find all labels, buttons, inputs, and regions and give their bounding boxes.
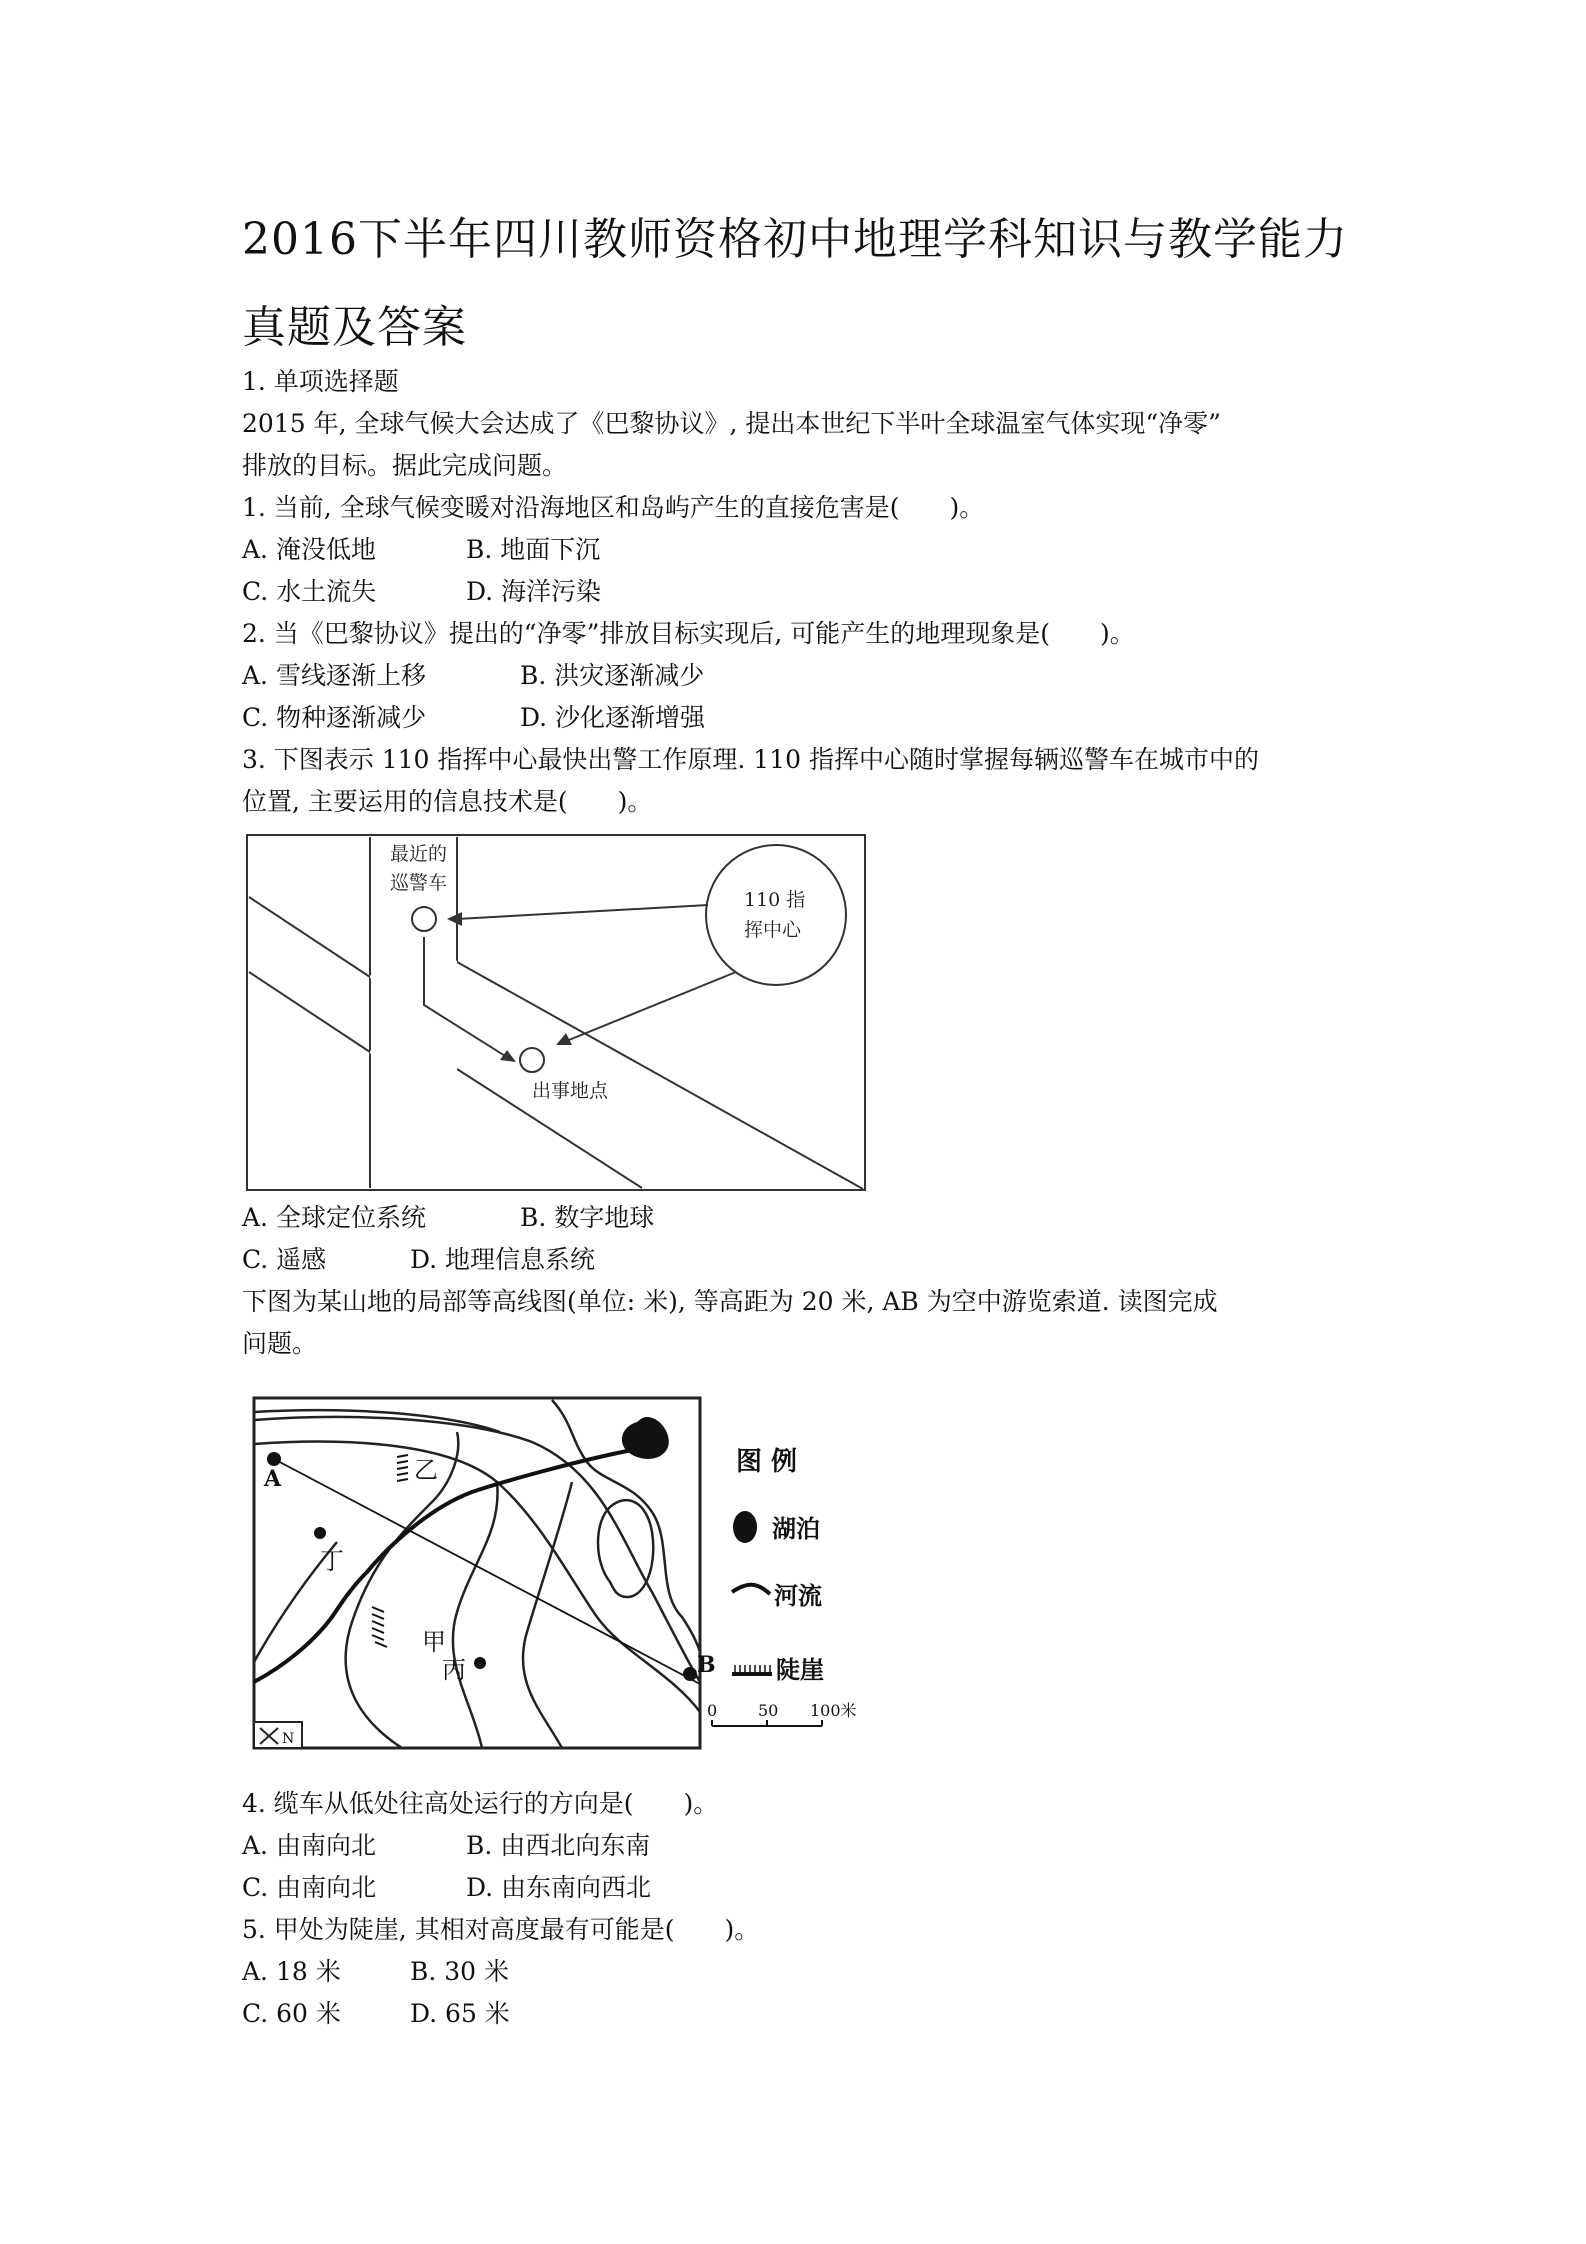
- q3-option-c[interactable]: C. 遥感: [242, 1245, 327, 1274]
- label-yi: 乙: [414, 1456, 438, 1484]
- question-5: 5. 甲处为陡崖, 其相对高度最有可能是( )。: [242, 1915, 760, 1944]
- q2-option-b[interactable]: B. 洪灾逐渐减少: [520, 661, 705, 690]
- q5-option-c[interactable]: C. 60 米: [242, 1999, 341, 2028]
- legend-lake-icon: [733, 1511, 757, 1543]
- scale-label-50: 50: [758, 1701, 779, 1720]
- question-3-line2: 位置, 主要运用的信息技术是( )。: [242, 787, 653, 816]
- point-b-marker: [683, 1667, 697, 1681]
- point-a-marker: [267, 1452, 281, 1466]
- q4-option-c[interactable]: C. 由南向北: [242, 1873, 377, 1902]
- q3-option-d[interactable]: D. 地理信息系统: [410, 1245, 596, 1274]
- intro-text-1b: 排放的目标。据此完成问题。: [242, 451, 568, 480]
- q4-option-d[interactable]: D. 由东南向西北: [466, 1873, 652, 1902]
- legend-cliff-label: 陡崖: [776, 1655, 824, 1684]
- page-title: 2016下半年四川教师资格初中地理学科知识与教学能力真题及答案: [242, 214, 1348, 353]
- q2-option-d[interactable]: D. 沙化逐渐增强: [520, 703, 706, 732]
- question-3-line1: 3. 下图表示 110 指挥中心最快出警工作原理. 110 指挥中心随时掌握每辆巡警车在城市中的: [242, 745, 1259, 774]
- q2-option-a[interactable]: A. 雪线逐渐上移: [242, 661, 426, 690]
- point-bing-marker: [474, 1657, 486, 1669]
- q3-option-a[interactable]: A. 全球定位系统: [242, 1203, 426, 1232]
- patrol-car-label-line2: 巡警车: [390, 872, 448, 894]
- question-1: 1. 当前, 全球气候变暖对沿海地区和岛屿产生的直接危害是( )。: [242, 493, 985, 522]
- label-a: A: [264, 1466, 282, 1492]
- question-2: 2. 当《巴黎协议》提出的“净零”排放目标实现后, 可能产生的地理现象是( )。: [242, 619, 1135, 648]
- question-4: 4. 缆车从低处往高处运行的方向是( )。: [242, 1789, 719, 1818]
- legend-river-label: 河流: [774, 1581, 822, 1610]
- q5-option-a[interactable]: A. 18 米: [242, 1957, 341, 1986]
- north-label: N: [282, 1731, 295, 1747]
- q5-option-d[interactable]: D. 65 米: [410, 1999, 510, 2028]
- command-center-label-line2: 挥中心: [744, 919, 802, 941]
- patrol-car-label-line1: 最近的: [390, 843, 448, 865]
- label-b: B: [697, 1652, 716, 1678]
- scale-label-0: 0: [707, 1701, 718, 1720]
- command-center-label-line1: 110 指: [744, 889, 806, 911]
- q4-option-a[interactable]: A. 由南向北: [242, 1831, 376, 1860]
- label-ding: 丁: [320, 1547, 344, 1575]
- q1-option-d[interactable]: D. 海洋污染: [466, 577, 602, 606]
- q4-option-b[interactable]: B. 由西北向东南: [466, 1831, 651, 1860]
- legend-cliff-icon: [732, 1665, 772, 1676]
- q1-option-c[interactable]: C. 水土流失: [242, 577, 377, 606]
- scale-label-100: 100米: [810, 1701, 857, 1720]
- q1-option-b[interactable]: B. 地面下沉: [466, 535, 601, 564]
- intro-text-2b: 问题。: [242, 1329, 318, 1358]
- legend-river-icon: [732, 1585, 770, 1594]
- dispatch-diagram: [242, 827, 872, 1197]
- intro-text-2: 下图为某山地的局部等高线图(单位: 米), 等高距为 20 米, AB 为空中游览索道. 读图完成: [242, 1287, 1218, 1316]
- legend-lake-label: 湖泊: [772, 1514, 820, 1543]
- north-arrow-icon: [254, 1722, 302, 1748]
- contour-map: [242, 1382, 882, 1757]
- label-jia: 甲: [422, 1628, 446, 1656]
- label-bing: 丙: [442, 1656, 466, 1684]
- legend-title: 图 例: [736, 1447, 798, 1477]
- incident-label: 出事地点: [532, 1080, 609, 1102]
- point-ding-marker: [314, 1527, 326, 1539]
- section-heading: 1. 单项选择题: [242, 367, 399, 396]
- scale-bar: [712, 1720, 822, 1726]
- q2-option-c[interactable]: C. 物种逐渐减少: [242, 703, 427, 732]
- q5-option-b[interactable]: B. 30 米: [410, 1957, 510, 1986]
- q1-option-a[interactable]: A. 淹没低地: [242, 535, 376, 564]
- intro-text-1: 2015 年, 全球气候大会达成了《巴黎协议》, 提出本世纪下半叶全球温室气体实现“净零”: [242, 409, 1221, 438]
- q3-option-b[interactable]: B. 数字地球: [520, 1203, 655, 1232]
